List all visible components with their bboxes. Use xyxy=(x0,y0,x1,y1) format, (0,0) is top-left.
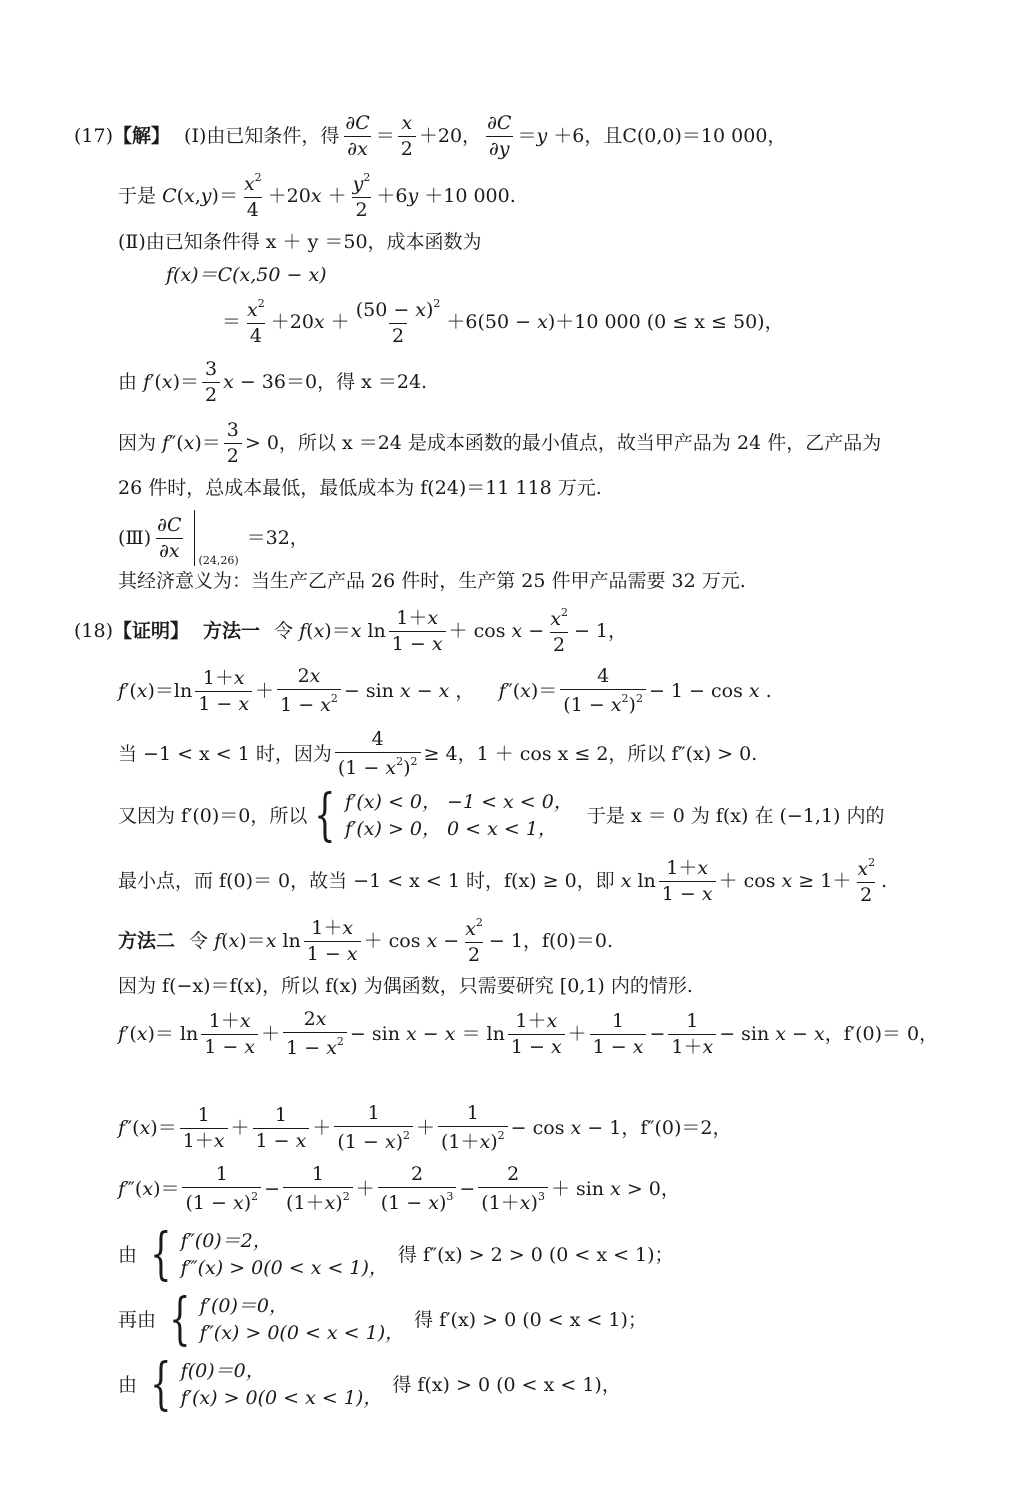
text: 再由 xyxy=(118,1308,157,1331)
problem-number: (17) xyxy=(74,125,114,147)
text: (0 ≤ x ≤ 50)， xyxy=(646,310,784,333)
method-label: 方法一 xyxy=(203,619,261,642)
text: 得 f(x) > 0 (0 < x < 1)， xyxy=(392,1373,621,1396)
fraction: $\frac{1}{(1 - x)^2}$ xyxy=(182,1165,261,1213)
fraction: $\frac{3}{2}$ xyxy=(202,360,220,405)
text: 其经济意义为：当生产乙产品 26 件时，生产第 25 件甲产品需要 32 万元. xyxy=(118,570,746,592)
fraction: $\frac{2}{(1+x)^3}$ xyxy=(478,1165,548,1213)
p18-fthird: f‴(x)＝ $\frac{1}{(1 - x)^2}$ − $\frac{1}{(1+x)^2}$ ＋ $\frac{2}{(1 - x)^3}$ − $\frac{2}{(1+x)^3}$ ＋ sin x > 0， xyxy=(118,1163,680,1214)
text: 令 xyxy=(189,929,209,952)
text: 又因为 f′(0)＝0，所以 xyxy=(118,804,308,827)
fraction: $\frac{2}{(1 - x)^3}$ xyxy=(378,1165,457,1213)
fraction: $\frac{4}{(1 - x^2)^2}$ xyxy=(335,730,421,778)
p18-cases xyxy=(118,783,885,848)
part-label: (Ⅱ) xyxy=(118,231,146,253)
case: f′(x) < 0， −1 < x < 0， xyxy=(345,791,573,813)
p17-part3 xyxy=(118,510,309,566)
text: 当 −1 < x < 1 时，因为 xyxy=(118,742,332,765)
p17-fx-def xyxy=(166,266,327,285)
text: 由 xyxy=(118,1373,138,1396)
fraction: $\frac{1+x}{1 - x}$ xyxy=(201,1012,258,1057)
p18-system1 xyxy=(118,1222,674,1287)
p17-line1: (17) 【解】 (Ⅰ) 由已知条件，得 $\frac{\partial C}{\partial x}$ ＝ $\frac{x}{2}$ ＋20， $\frac{\partial C}{\partial y}$ ＝y ＋6， 且 C(0,0)＝10 000， xyxy=(74,112,787,160)
text: 因为 xyxy=(118,432,157,454)
fraction: $\frac{2x}{1 - x^2}$ xyxy=(277,667,341,715)
text: 由 xyxy=(118,371,138,393)
fraction: $\frac{\partial C}{\partial y}$ xyxy=(487,112,512,160)
fraction: $\frac{1}{(1 - x)^2}$ xyxy=(334,1104,413,1152)
p18-method2: 方法二 令 f(x)＝x ln $\frac{1+x}{1 - x}$ ＋ cos x − $\frac{x^2}{2}$ − 1 ，f(0)＝0. xyxy=(118,916,614,966)
text: (24,26) xyxy=(198,554,239,567)
part-label: (Ⅲ) xyxy=(118,526,152,549)
fraction: $\frac{x}{2}$ xyxy=(398,114,416,159)
fraction: $\frac{\partial C}{\partial x}$ xyxy=(157,513,182,562)
fraction: $\frac{\partial C}{\partial x}$ xyxy=(345,112,370,160)
fraction: $\frac{3}{2}$ xyxy=(224,421,242,466)
fraction: $\frac{4}{(1 - x^2)^2}$ xyxy=(560,667,646,715)
text: ，f″(0)＝2， xyxy=(621,1116,732,1139)
text: 且 xyxy=(603,125,623,147)
case: f′(0)＝0， xyxy=(199,1295,289,1317)
cases-brace: { f″(0)＝2， f‴(x) > 0(0 < x < 1)， xyxy=(150,1222,388,1287)
fraction: $\frac{1+x}{1 - x}$ xyxy=(508,1012,565,1057)
proof-tag: 【证明】 xyxy=(113,619,190,642)
p18-even xyxy=(118,977,693,996)
p17-fx-expanded: ＝ $\frac{x^2}{4}$ ＋20x ＋ $\frac{(50 - x)^2}{2}$ ＋6(50 − x)＋10 000 (0 ≤ x ≤ 50)， xyxy=(222,297,784,347)
fraction: $\frac{x^2}{4}$ xyxy=(247,297,265,347)
text: C(0,0)＝10 000， xyxy=(622,125,787,147)
p18-fprime: f′(x)＝ ln $\frac{1+x}{1 - x}$ ＋ $\frac{2x}{1 - x^2}$ − sin x − x ＝ ln $\frac{1+x}{1 - x}$ ＋ $\frac{1}{1 - x}$ − $\frac{1}{1+x}$ − sin x − x ，f′(0)＝ 0， xyxy=(118,1008,939,1059)
text: ，得 x ＝24. xyxy=(317,371,428,393)
p18-min-point: 最小点，而 f(0)＝ 0，故当 −1 < x < 1 时，f(x) ≥ 0，即 x ln $\frac{1+x}{1 - x}$ ＋ cos x ≥ 1＋ $\frac{x^2}{2}$ . xyxy=(118,856,888,906)
text: 由已知条件得 x ＋ y ＝50，成本函数为 xyxy=(145,231,482,253)
text: 26 件时，总成本最低，最低成本为 f(24)＝11 118 万元. xyxy=(118,477,602,499)
text: 令 xyxy=(274,619,294,642)
text: 由已知条件，得 xyxy=(206,125,340,147)
p18-system2 xyxy=(118,1287,647,1352)
fraction: $\frac{y^2}{2}$ xyxy=(352,171,371,221)
fraction: $\frac{1+x}{1 - x}$ xyxy=(195,669,252,714)
text: 得 f″(x) > 2 > 0 (0 < x < 1)； xyxy=(397,1243,674,1266)
text: ，f(0)＝0. xyxy=(522,929,614,952)
cases-brace: { f′(0)＝0， f″(x) > 0(0 < x < 1)， xyxy=(169,1287,405,1352)
p17-part2-intro xyxy=(118,233,482,252)
case: f″(x) > 0(0 < x < 1)， xyxy=(199,1322,405,1344)
fraction: $\frac{x^2}{2}$ xyxy=(465,916,483,966)
fraction: $\frac{1}{1+x}$ xyxy=(180,1106,228,1151)
fraction: $\frac{2x}{1 - x^2}$ xyxy=(283,1010,347,1058)
fraction: $\frac{1}{1 - x}$ xyxy=(590,1012,647,1057)
p17-line2: 于是 C(x,y)＝ $\frac{x^2}{4}$ ＋20x ＋ $\frac{y^2}{2}$ ＋6y ＋10 000. xyxy=(118,171,516,221)
fraction: $\frac{1}{(1+x)^2}$ xyxy=(438,1104,508,1152)
fraction: $\frac{1}{(1+x)^2}$ xyxy=(283,1165,353,1213)
case: f′(x) > 0(0 < x < 1)， xyxy=(180,1387,383,1409)
p17-meaning xyxy=(118,572,746,591)
p18-line1: (18) 【证明】 方法一 令 f(x)＝x ln $\frac{1+x}{1 - x}$ ＋ cos x − $\frac{x^2}{2}$ − 1， xyxy=(74,606,627,656)
formula: f(x)＝C(x,50 − x) xyxy=(166,264,327,286)
cases-brace: { f′(x) < 0， −1 < x < 0， f′(x) > 0， 0 < x < 1， xyxy=(314,783,573,848)
cases-brace: { f(0)＝0， f′(x) > 0(0 < x < 1)， xyxy=(150,1352,383,1417)
p17-second-derivative: 因为 f″(x)＝ $\frac{3}{2}$ > 0 ，所以 x ＝24 是成本函数的最小值点，故当甲产品为 24 件，乙产品为 xyxy=(118,419,882,467)
fraction: $\frac{1+x}{1 - x}$ xyxy=(304,919,361,964)
p17-conclusion xyxy=(118,479,602,498)
problem-number: (18) xyxy=(74,619,114,642)
p18-system3 xyxy=(118,1352,621,1417)
text: 由 xyxy=(118,1243,138,1266)
fraction: $\frac{1+x}{1 - x}$ xyxy=(389,609,446,654)
fraction: $\frac{1}{1 - x}$ xyxy=(253,1106,310,1151)
solution-tag: 【解】 xyxy=(113,125,171,147)
text: 因为 f(−x)＝f(x)，所以 f(x) 为偶函数，只需要研究 [0,1) 内的情形. xyxy=(118,975,693,997)
text: 于是 xyxy=(118,184,157,207)
fraction: $\frac{x^2}{4}$ xyxy=(243,171,262,221)
fraction: $\frac{(50 - x)^2}{2}$ xyxy=(355,297,441,347)
method-label: 方法二 xyxy=(118,929,176,952)
fraction: $\frac{1}{1+x}$ xyxy=(668,1012,716,1057)
case: f‴(x) > 0(0 < x < 1)， xyxy=(180,1257,388,1279)
text: ，所以 x ＝24 是成本函数的最小值点，故当甲产品为 24 件，乙产品为 xyxy=(278,432,882,454)
text: 于是 x ＝ 0 为 f(x) 在 (−1,1) 内的 xyxy=(586,804,885,827)
p18-when xyxy=(118,730,757,778)
p17-derivative: 由 f′(x)＝ $\frac{3}{2}$ x − 36＝0 ，得 x ＝24. xyxy=(118,358,428,406)
text: ，f′(0)＝ 0， xyxy=(824,1022,939,1045)
case: f″(0)＝2， xyxy=(180,1230,272,1252)
text: ＝32， xyxy=(246,526,309,549)
case: f′(x) > 0， 0 < x < 1， xyxy=(345,818,557,840)
fraction: $\frac{1+x}{1 - x}$ xyxy=(659,859,716,904)
text: 得 f′(x) > 0 (0 < x < 1)； xyxy=(414,1308,647,1331)
p18-derivatives: f′(x)＝ln $\frac{1+x}{1 - x}$ ＋ $\frac{2x}{1 - x^2}$ − sin x − x ， f″(x)＝ $\frac{4}{(1 - x^2)^2}$ − 1 − cos x . xyxy=(118,665,772,716)
text: 最小点，而 f(0)＝ 0，故当 −1 < x < 1 时，f(x) ≥ 0，即 xyxy=(118,869,615,892)
case: f(0)＝0， xyxy=(180,1360,265,1382)
part-label: (Ⅰ) xyxy=(184,125,207,147)
text: ≥ 4，1 ＋ cos x ≤ 2，所以 f″(x) > 0. xyxy=(423,742,758,765)
evaluation-bar xyxy=(188,510,247,566)
fraction: $\frac{x^2}{2}$ xyxy=(857,856,876,906)
p18-fsecond: f″(x)＝ $\frac{1}{1+x}$ ＋ $\frac{1}{1 - x}$ ＋ $\frac{1}{(1 - x)^2}$ ＋ $\frac{1}{(1+x)^2}$ − cos x − 1 ，f″(0)＝2， xyxy=(118,1102,732,1153)
fraction: $\frac{x^2}{2}$ xyxy=(550,606,568,656)
